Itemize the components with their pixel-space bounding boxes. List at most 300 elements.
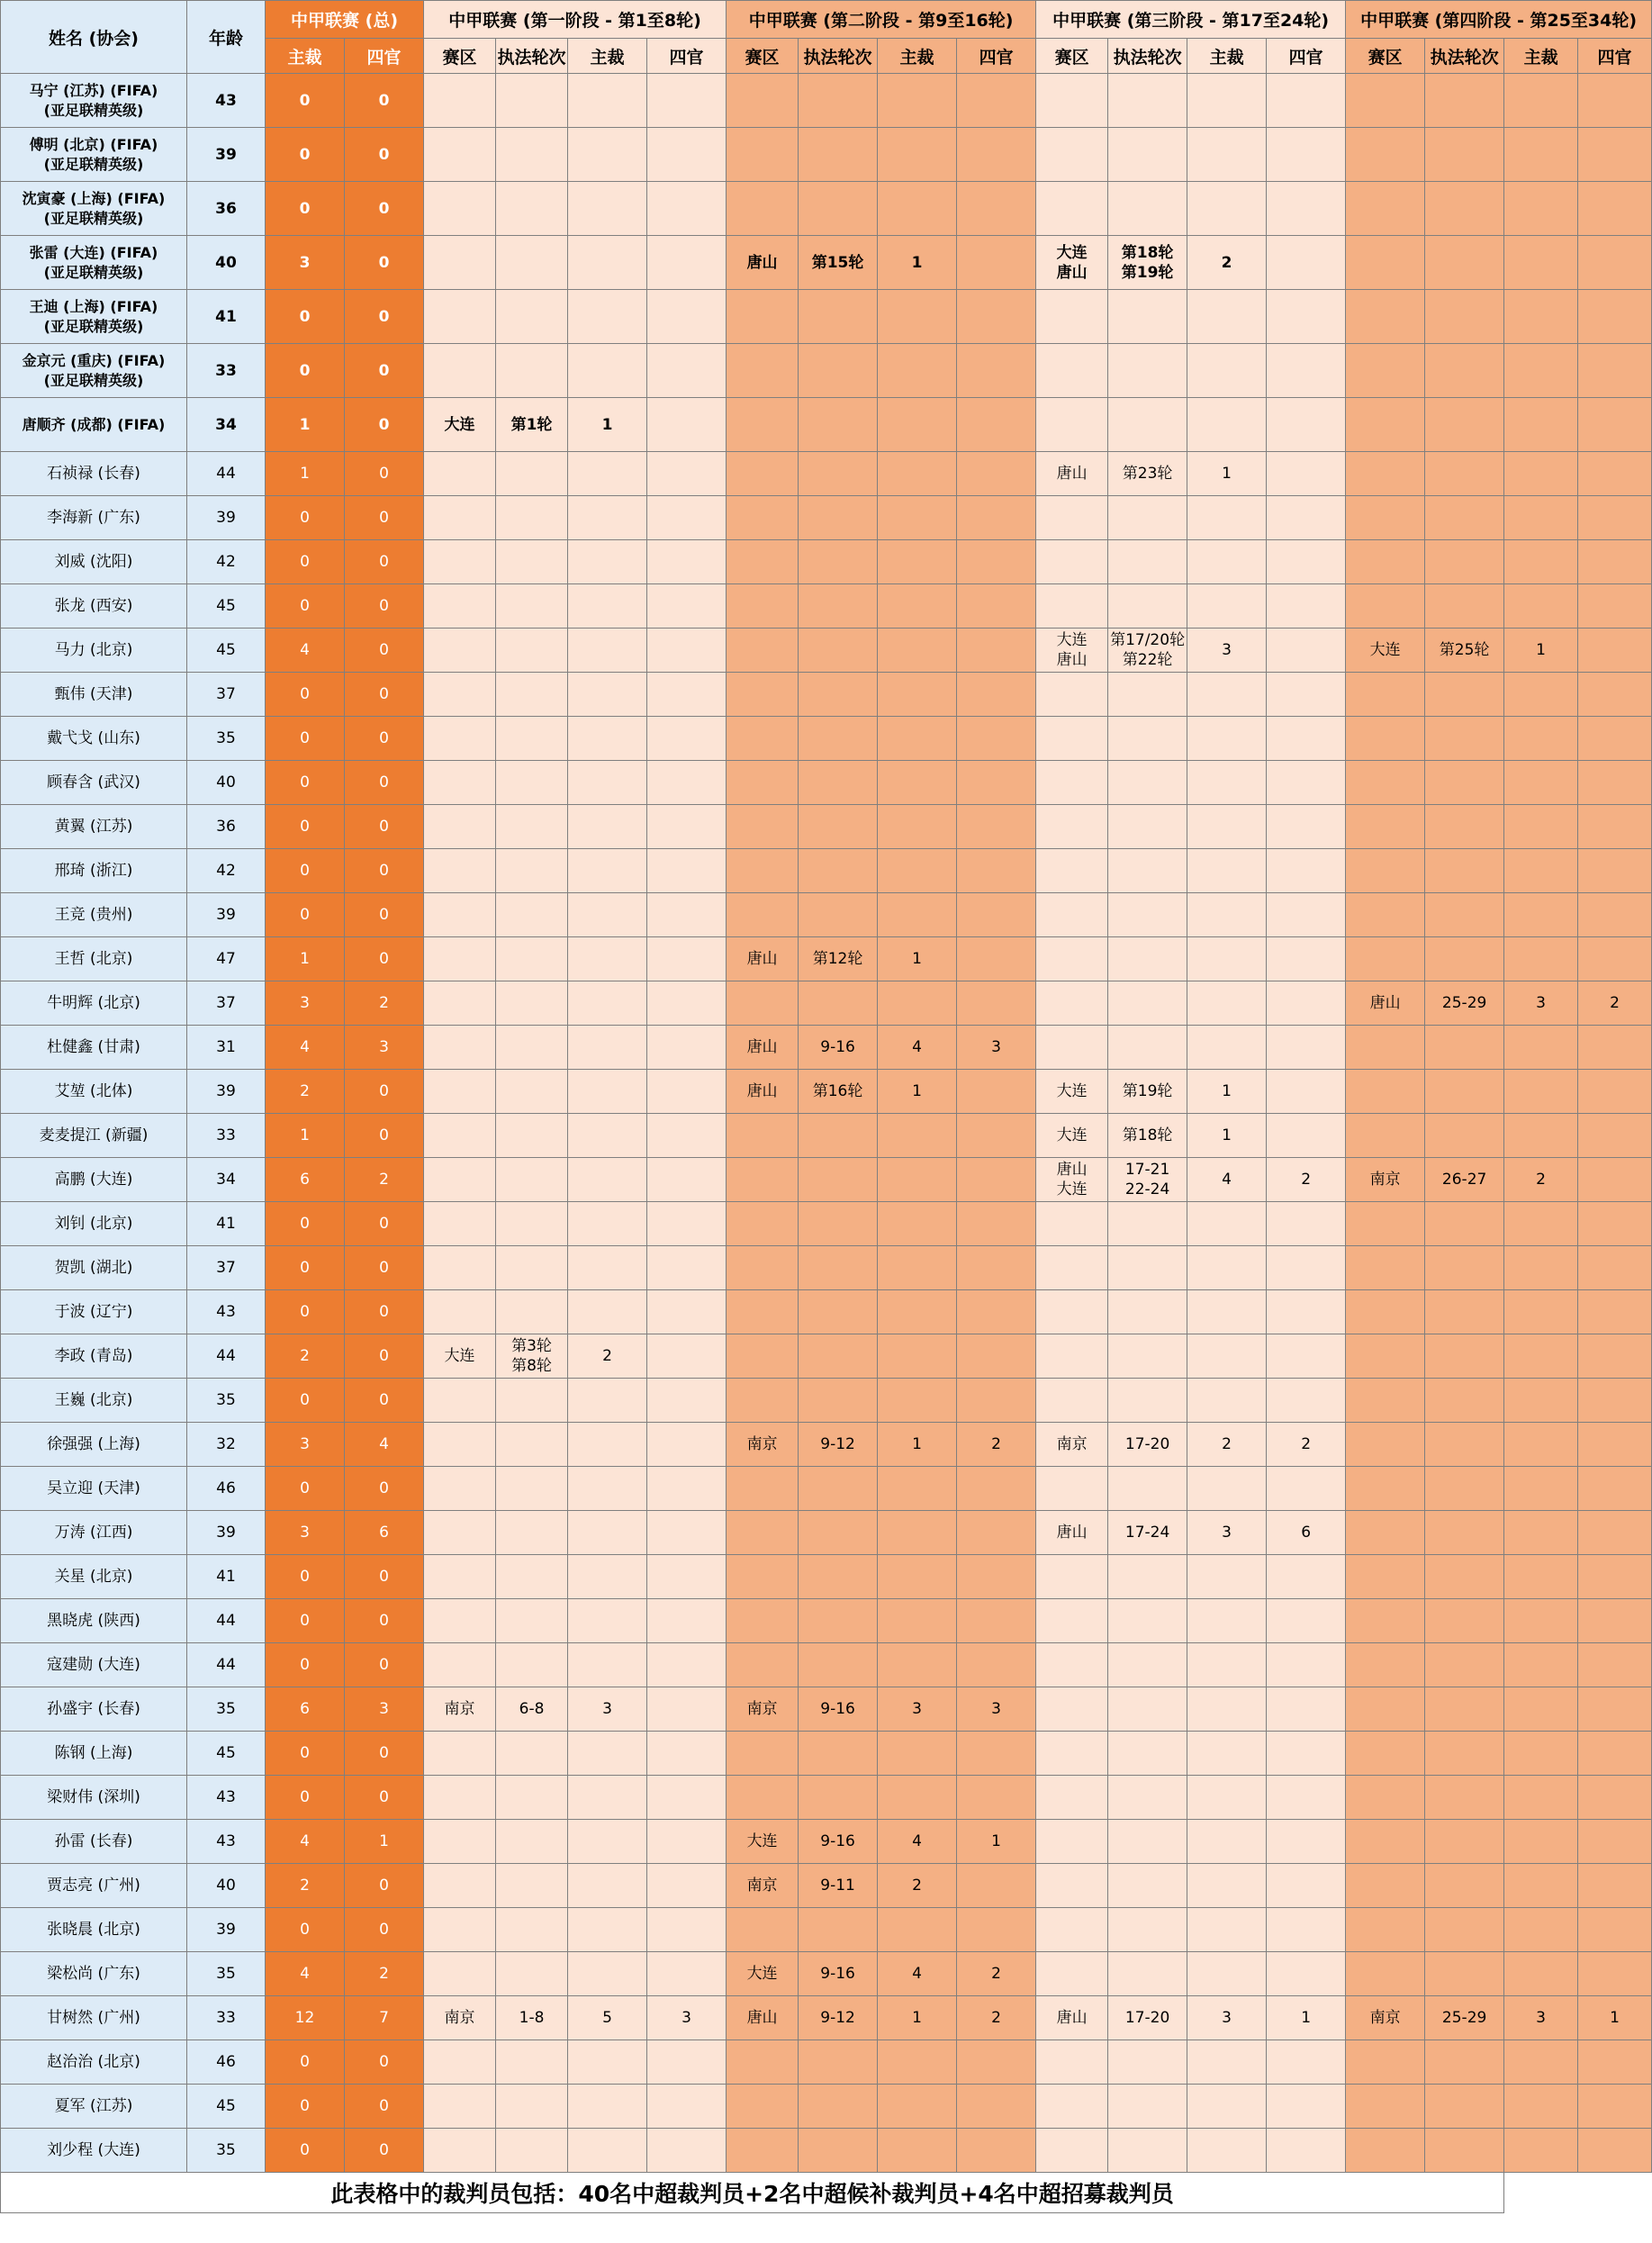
s3-rounds xyxy=(1108,1555,1187,1599)
s1-rounds xyxy=(496,1643,568,1687)
s3-rounds xyxy=(1108,496,1187,540)
s1-rounds xyxy=(496,1820,568,1864)
total-main-count: 0 xyxy=(266,584,345,629)
s4-rounds xyxy=(1425,761,1504,805)
s4-fourth-count xyxy=(1578,1158,1652,1202)
s2-fourth-count xyxy=(957,398,1036,452)
s2-venue xyxy=(727,1334,799,1379)
s4-main-count xyxy=(1504,1776,1578,1820)
referee-name xyxy=(1,1379,187,1423)
s2-main-count xyxy=(878,849,957,893)
s4-venue xyxy=(1346,1820,1425,1864)
s2-rounds xyxy=(799,1643,878,1687)
s4-main-count xyxy=(1504,128,1578,182)
s1-rounds-line: 1-8 xyxy=(519,2009,545,2027)
referee-name xyxy=(1,496,187,540)
s4-main-count xyxy=(1504,1202,1578,1246)
s1-rounds-line: 第3轮 xyxy=(511,1337,552,1355)
s4-main-count xyxy=(1504,1246,1578,1290)
s2-rounds-line: 9-16 xyxy=(820,1038,855,1056)
s4-main-count xyxy=(1504,1555,1578,1599)
s1-rounds xyxy=(496,761,568,805)
s1-venue xyxy=(424,717,496,761)
s2-venue xyxy=(727,496,799,540)
referee-name xyxy=(1,761,187,805)
total-main-count: 4 xyxy=(266,629,345,673)
s3-venue xyxy=(1036,290,1108,344)
s3-rounds xyxy=(1108,1776,1187,1820)
s1-fourth-count xyxy=(647,128,727,182)
s3-venue xyxy=(1036,981,1108,1026)
referee-name xyxy=(1,398,187,452)
referee-name-line: 傅明 (北京) (FIFA) xyxy=(29,135,158,153)
s2-venue-line: 大连 xyxy=(746,1965,778,1983)
s2-rounds xyxy=(799,1158,878,1202)
s3-rounds xyxy=(1108,2085,1187,2129)
s2-rounds-line: 9-16 xyxy=(820,1965,855,1983)
s4-main-count xyxy=(1504,849,1578,893)
total-fourth-count: 0 xyxy=(345,673,424,717)
s3-fourth-count xyxy=(1267,1687,1346,1732)
total-main-count: 0 xyxy=(266,2129,345,2173)
s3-main-count: 1 xyxy=(1187,1114,1267,1158)
s2-rounds xyxy=(799,1776,878,1820)
s1-rounds xyxy=(496,717,568,761)
s2-fourth-count xyxy=(957,344,1036,398)
s2-rounds xyxy=(799,1952,878,1996)
total-fourth-count: 0 xyxy=(345,2040,424,2085)
s1-venue xyxy=(424,981,496,1026)
s3-venue-line: 大连 xyxy=(1056,631,1088,649)
referee-name xyxy=(1,1423,187,1467)
s3-fourth-count xyxy=(1267,629,1346,673)
s1-venue xyxy=(424,2040,496,2085)
s2-venue xyxy=(727,452,799,496)
s2-main-count xyxy=(878,1290,957,1334)
s4-venue-line: 大连 xyxy=(1369,641,1401,659)
s3-main-count: 2 xyxy=(1187,1423,1267,1467)
referee-name-line: 李海新 (广东) xyxy=(47,509,140,527)
s1-venue-line: 大连 xyxy=(444,1347,475,1365)
referee-name-line: 马力 (北京) xyxy=(54,641,133,659)
referee-name xyxy=(1,540,187,584)
s1-rounds xyxy=(496,1423,568,1467)
s1-rounds xyxy=(496,1555,568,1599)
s1-fourth-count xyxy=(647,344,727,398)
s3-venue xyxy=(1036,1864,1108,1908)
s3-venue xyxy=(1036,540,1108,584)
s2-main-count xyxy=(878,182,957,236)
referee-age: 36 xyxy=(187,805,266,849)
s4-venue xyxy=(1346,540,1425,584)
s3-venue xyxy=(1036,344,1108,398)
s1-venue xyxy=(424,2129,496,2173)
s2-fourth-count xyxy=(957,236,1036,290)
s2-venue xyxy=(727,1511,799,1555)
s3-venue-line: 唐山 xyxy=(1056,651,1088,669)
s3-venue xyxy=(1036,1158,1108,1202)
s2-venue-line: 大连 xyxy=(746,1832,778,1850)
s1-main-count xyxy=(568,182,647,236)
s4-fourth-count xyxy=(1578,1952,1652,1996)
table-row xyxy=(1,1202,1652,1246)
s2-main-count xyxy=(878,1202,957,1246)
table-row xyxy=(1,1334,1652,1379)
s4-main-count xyxy=(1504,2085,1578,2129)
s3-main-count xyxy=(1187,1643,1267,1687)
s3-venue xyxy=(1036,937,1108,981)
s1-fourth-count xyxy=(647,1776,727,1820)
referee-name-line: 黄翼 (江苏) xyxy=(54,818,133,836)
s3-main-count xyxy=(1187,1246,1267,1290)
s1-rounds xyxy=(496,1864,568,1908)
s1-rounds xyxy=(496,1732,568,1776)
referee-name-line: 杜健鑫 (甘肃) xyxy=(47,1038,140,1056)
s3-venue xyxy=(1036,717,1108,761)
s2-fourth-count xyxy=(957,1158,1036,1202)
s1-venue-line: 南京 xyxy=(444,1700,475,1718)
s1-fourth-count xyxy=(647,1908,727,1952)
total-fourth-count: 0 xyxy=(345,540,424,584)
s2-venue xyxy=(727,673,799,717)
s4-rounds xyxy=(1425,629,1504,673)
s3-venue-line: 唐山 xyxy=(1056,1161,1088,1179)
referee-name xyxy=(1,1996,187,2040)
s2-main-count xyxy=(878,398,957,452)
s1-fourth-count xyxy=(647,1246,727,1290)
s1-main-count xyxy=(568,236,647,290)
s1-venue xyxy=(424,452,496,496)
referee-name-line: 孙雷 (长春) xyxy=(54,1832,133,1850)
referee-age: 34 xyxy=(187,1158,266,1202)
total-fourth-count: 0 xyxy=(345,1290,424,1334)
s4-rounds xyxy=(1425,452,1504,496)
s2-main-count xyxy=(878,1246,957,1290)
s3-venue xyxy=(1036,1732,1108,1776)
s2-fourth-count xyxy=(957,290,1036,344)
s2-venue xyxy=(727,2129,799,2173)
s2-main-count xyxy=(878,673,957,717)
s1-main-count: 3 xyxy=(568,1687,647,1732)
s4-venue xyxy=(1346,1908,1425,1952)
s1-main-count: 5 xyxy=(568,1996,647,2040)
s2-venue xyxy=(727,761,799,805)
s2-venue xyxy=(727,182,799,236)
s4-venue xyxy=(1346,673,1425,717)
s1-main-count xyxy=(568,1643,647,1687)
s1-fourth-count xyxy=(647,717,727,761)
s2-venue xyxy=(727,717,799,761)
s2-rounds xyxy=(799,1996,878,2040)
total-main-count: 4 xyxy=(266,1820,345,1864)
s4-fourth-count xyxy=(1578,849,1652,893)
s4-rounds xyxy=(1425,74,1504,128)
table-body xyxy=(1,74,1652,2173)
s3-rounds xyxy=(1108,1467,1187,1511)
s3-fourth-count xyxy=(1267,236,1346,290)
s1-main-count xyxy=(568,1026,647,1070)
s2-fourth-count xyxy=(957,805,1036,849)
s1-fourth-count xyxy=(647,398,727,452)
s3-venue xyxy=(1036,496,1108,540)
referee-age: 46 xyxy=(187,1467,266,1511)
total-main-count: 0 xyxy=(266,128,345,182)
s3-rounds xyxy=(1108,74,1187,128)
s1-rounds xyxy=(496,805,568,849)
total-fourth-count: 0 xyxy=(345,849,424,893)
s3-venue xyxy=(1036,1643,1108,1687)
s2-fourth-count xyxy=(957,1599,1036,1643)
s4-venue xyxy=(1346,1511,1425,1555)
s4-rounds xyxy=(1425,398,1504,452)
s3-fourth-count xyxy=(1267,1864,1346,1908)
s2-fourth-count xyxy=(957,182,1036,236)
referee-name-line: 贺凯 (湖北) xyxy=(54,1259,133,1277)
s4-rounds-line: 26-27 xyxy=(1441,1171,1487,1189)
referee-name-line: 刘威 (沈阳) xyxy=(54,553,133,571)
s4-fourth-count xyxy=(1578,290,1652,344)
s1-main-count xyxy=(568,629,647,673)
s2-rounds-line: 9-12 xyxy=(820,2009,855,2027)
total-fourth-count: 0 xyxy=(345,182,424,236)
s2-venue-line: 南京 xyxy=(746,1435,778,1453)
s3-venue xyxy=(1036,1555,1108,1599)
referee-age: 41 xyxy=(187,1202,266,1246)
s3-main-count: 1 xyxy=(1187,1070,1267,1114)
referee-name xyxy=(1,1952,187,1996)
s1-rounds xyxy=(496,1776,568,1820)
s1-venue xyxy=(424,629,496,673)
s1-fourth-count xyxy=(647,74,727,128)
referee-name xyxy=(1,1820,187,1864)
s4-venue xyxy=(1346,1555,1425,1599)
header-s1-rounds: 执法轮次 xyxy=(496,39,568,74)
s2-venue xyxy=(727,344,799,398)
s1-main-count xyxy=(568,1908,647,1952)
header-s3-main: 主裁 xyxy=(1187,39,1267,74)
s3-rounds xyxy=(1108,673,1187,717)
s4-venue-line: 唐山 xyxy=(1369,994,1401,1012)
s3-fourth-count xyxy=(1267,1908,1346,1952)
total-main-count: 0 xyxy=(266,1379,345,1423)
referee-age: 33 xyxy=(187,344,266,398)
s1-fourth-count xyxy=(647,496,727,540)
table-row xyxy=(1,496,1652,540)
referee-name xyxy=(1,2129,187,2173)
s3-venue-line: 大连 xyxy=(1056,1126,1088,1144)
s3-rounds xyxy=(1108,452,1187,496)
s3-venue xyxy=(1036,893,1108,937)
s1-venue xyxy=(424,1908,496,1952)
s1-fourth-count xyxy=(647,1952,727,1996)
table-row xyxy=(1,584,1652,629)
s3-fourth-count xyxy=(1267,398,1346,452)
s4-venue xyxy=(1346,1246,1425,1290)
s4-fourth-count xyxy=(1578,1334,1652,1379)
s2-main-count xyxy=(878,2040,957,2085)
referee-age: 35 xyxy=(187,717,266,761)
s2-main-count: 1 xyxy=(878,236,957,290)
s4-fourth-count xyxy=(1578,1864,1652,1908)
s4-fourth-count xyxy=(1578,1070,1652,1114)
s2-fourth-count xyxy=(957,1114,1036,1158)
total-fourth-count: 0 xyxy=(345,1334,424,1379)
total-main-count: 0 xyxy=(266,1732,345,1776)
s1-rounds xyxy=(496,2040,568,2085)
s1-rounds xyxy=(496,2129,568,2173)
s2-fourth-count xyxy=(957,1555,1036,1599)
s4-main-count xyxy=(1504,673,1578,717)
s4-fourth-count xyxy=(1578,496,1652,540)
s4-fourth-count xyxy=(1578,805,1652,849)
referee-name-line: 刘少程 (大连) xyxy=(47,2141,140,2159)
s3-fourth-count xyxy=(1267,1114,1346,1158)
s3-main-count xyxy=(1187,2129,1267,2173)
s2-venue xyxy=(727,849,799,893)
s4-fourth-count xyxy=(1578,74,1652,128)
s4-venue xyxy=(1346,805,1425,849)
s1-main-count: 2 xyxy=(568,1334,647,1379)
s3-fourth-count xyxy=(1267,2040,1346,2085)
s4-venue xyxy=(1346,1952,1425,1996)
s1-venue xyxy=(424,344,496,398)
s3-main-count xyxy=(1187,937,1267,981)
s1-fourth-count xyxy=(647,1687,727,1732)
s2-rounds xyxy=(799,2085,878,2129)
s2-main-count xyxy=(878,1334,957,1379)
s3-venue xyxy=(1036,849,1108,893)
s4-venue xyxy=(1346,1776,1425,1820)
s4-venue xyxy=(1346,717,1425,761)
s4-venue xyxy=(1346,182,1425,236)
referee-age: 43 xyxy=(187,74,266,128)
s1-rounds xyxy=(496,74,568,128)
s1-main-count xyxy=(568,1202,647,1246)
s3-rounds xyxy=(1108,1158,1187,1202)
s4-venue-line: 南京 xyxy=(1369,2009,1401,2027)
s1-fourth-count xyxy=(647,452,727,496)
s2-main-count xyxy=(878,1599,957,1643)
s2-rounds xyxy=(799,182,878,236)
table-row xyxy=(1,1643,1652,1687)
s3-fourth-count xyxy=(1267,2129,1346,2173)
s3-venue-line: 唐山 xyxy=(1056,1524,1088,1542)
s1-rounds xyxy=(496,1114,568,1158)
header-s4-rounds: 执法轮次 xyxy=(1425,39,1504,74)
s1-main-count xyxy=(568,849,647,893)
s2-rounds xyxy=(799,893,878,937)
header-stage4: 中甲联赛 (第四阶段 - 第25至34轮) xyxy=(1346,1,1652,39)
s3-venue-line: 唐山 xyxy=(1056,465,1088,483)
header-stage2: 中甲联赛 (第二阶段 - 第9至16轮) xyxy=(727,1,1036,39)
total-main-count: 0 xyxy=(266,1643,345,1687)
s4-main-count xyxy=(1504,1290,1578,1334)
s1-fourth-count xyxy=(647,1070,727,1114)
referee-name-line: 陈钢 (上海) xyxy=(54,1744,133,1762)
s3-main-count xyxy=(1187,74,1267,128)
s2-venue xyxy=(727,1070,799,1114)
s2-fourth-count xyxy=(957,452,1036,496)
s2-rounds xyxy=(799,1379,878,1423)
s3-rounds xyxy=(1108,1643,1187,1687)
s4-rounds xyxy=(1425,540,1504,584)
s2-venue-line: 唐山 xyxy=(746,253,778,272)
referee-age: 43 xyxy=(187,1820,266,1864)
s3-main-count xyxy=(1187,1026,1267,1070)
total-main-count: 0 xyxy=(266,849,345,893)
s2-venue xyxy=(727,1864,799,1908)
s1-main-count xyxy=(568,1820,647,1864)
total-fourth-count: 0 xyxy=(345,1643,424,1687)
s3-venue xyxy=(1036,1908,1108,1952)
s3-rounds xyxy=(1108,1864,1187,1908)
s2-venue xyxy=(727,1776,799,1820)
s4-fourth-count xyxy=(1578,1379,1652,1423)
s3-rounds xyxy=(1108,398,1187,452)
referee-age: 44 xyxy=(187,452,266,496)
s1-venue xyxy=(424,1202,496,1246)
s2-fourth-count xyxy=(957,1467,1036,1511)
s1-venue xyxy=(424,1864,496,1908)
referee-age: 44 xyxy=(187,1334,266,1379)
s3-fourth-count xyxy=(1267,182,1346,236)
referee-age: 37 xyxy=(187,1246,266,1290)
s4-main-count xyxy=(1504,1423,1578,1467)
s3-fourth-count xyxy=(1267,1820,1346,1864)
s2-venue-line: 唐山 xyxy=(746,2009,778,2027)
s2-fourth-count xyxy=(957,496,1036,540)
s3-rounds xyxy=(1108,1423,1187,1467)
s2-venue xyxy=(727,937,799,981)
s2-venue xyxy=(727,1114,799,1158)
s3-fourth-count xyxy=(1267,849,1346,893)
s3-main-count: 2 xyxy=(1187,236,1267,290)
referee-name-line: (亚足联精英级) xyxy=(43,317,144,335)
s4-venue xyxy=(1346,1202,1425,1246)
s2-fourth-count xyxy=(957,981,1036,1026)
s2-fourth-count xyxy=(957,2129,1036,2173)
s3-rounds xyxy=(1108,805,1187,849)
header-s3-fourth: 四官 xyxy=(1267,39,1346,74)
s2-main-count xyxy=(878,344,957,398)
s4-fourth-count xyxy=(1578,717,1652,761)
referee-name xyxy=(1,1290,187,1334)
s3-fourth-count xyxy=(1267,981,1346,1026)
s3-rounds xyxy=(1108,2129,1187,2173)
s4-fourth-count xyxy=(1578,2129,1652,2173)
s2-fourth-count: 2 xyxy=(957,1996,1036,2040)
s1-main-count xyxy=(568,1423,647,1467)
s3-rounds xyxy=(1108,182,1187,236)
header-s4-main: 主裁 xyxy=(1504,39,1578,74)
s2-main-count xyxy=(878,893,957,937)
total-fourth-count: 0 xyxy=(345,1908,424,1952)
s4-rounds xyxy=(1425,496,1504,540)
s2-venue xyxy=(727,2085,799,2129)
referee-name xyxy=(1,290,187,344)
s3-rounds xyxy=(1108,849,1187,893)
s2-fourth-count xyxy=(957,74,1036,128)
referee-age: 35 xyxy=(187,1379,266,1423)
total-main-count: 0 xyxy=(266,496,345,540)
s2-main-count: 4 xyxy=(878,1952,957,1996)
s3-rounds xyxy=(1108,128,1187,182)
s4-main-count xyxy=(1504,1334,1578,1379)
s4-fourth-count: 1 xyxy=(1578,1996,1652,2040)
s4-main-count xyxy=(1504,1070,1578,1114)
s3-venue xyxy=(1036,1820,1108,1864)
s2-main-count xyxy=(878,1908,957,1952)
